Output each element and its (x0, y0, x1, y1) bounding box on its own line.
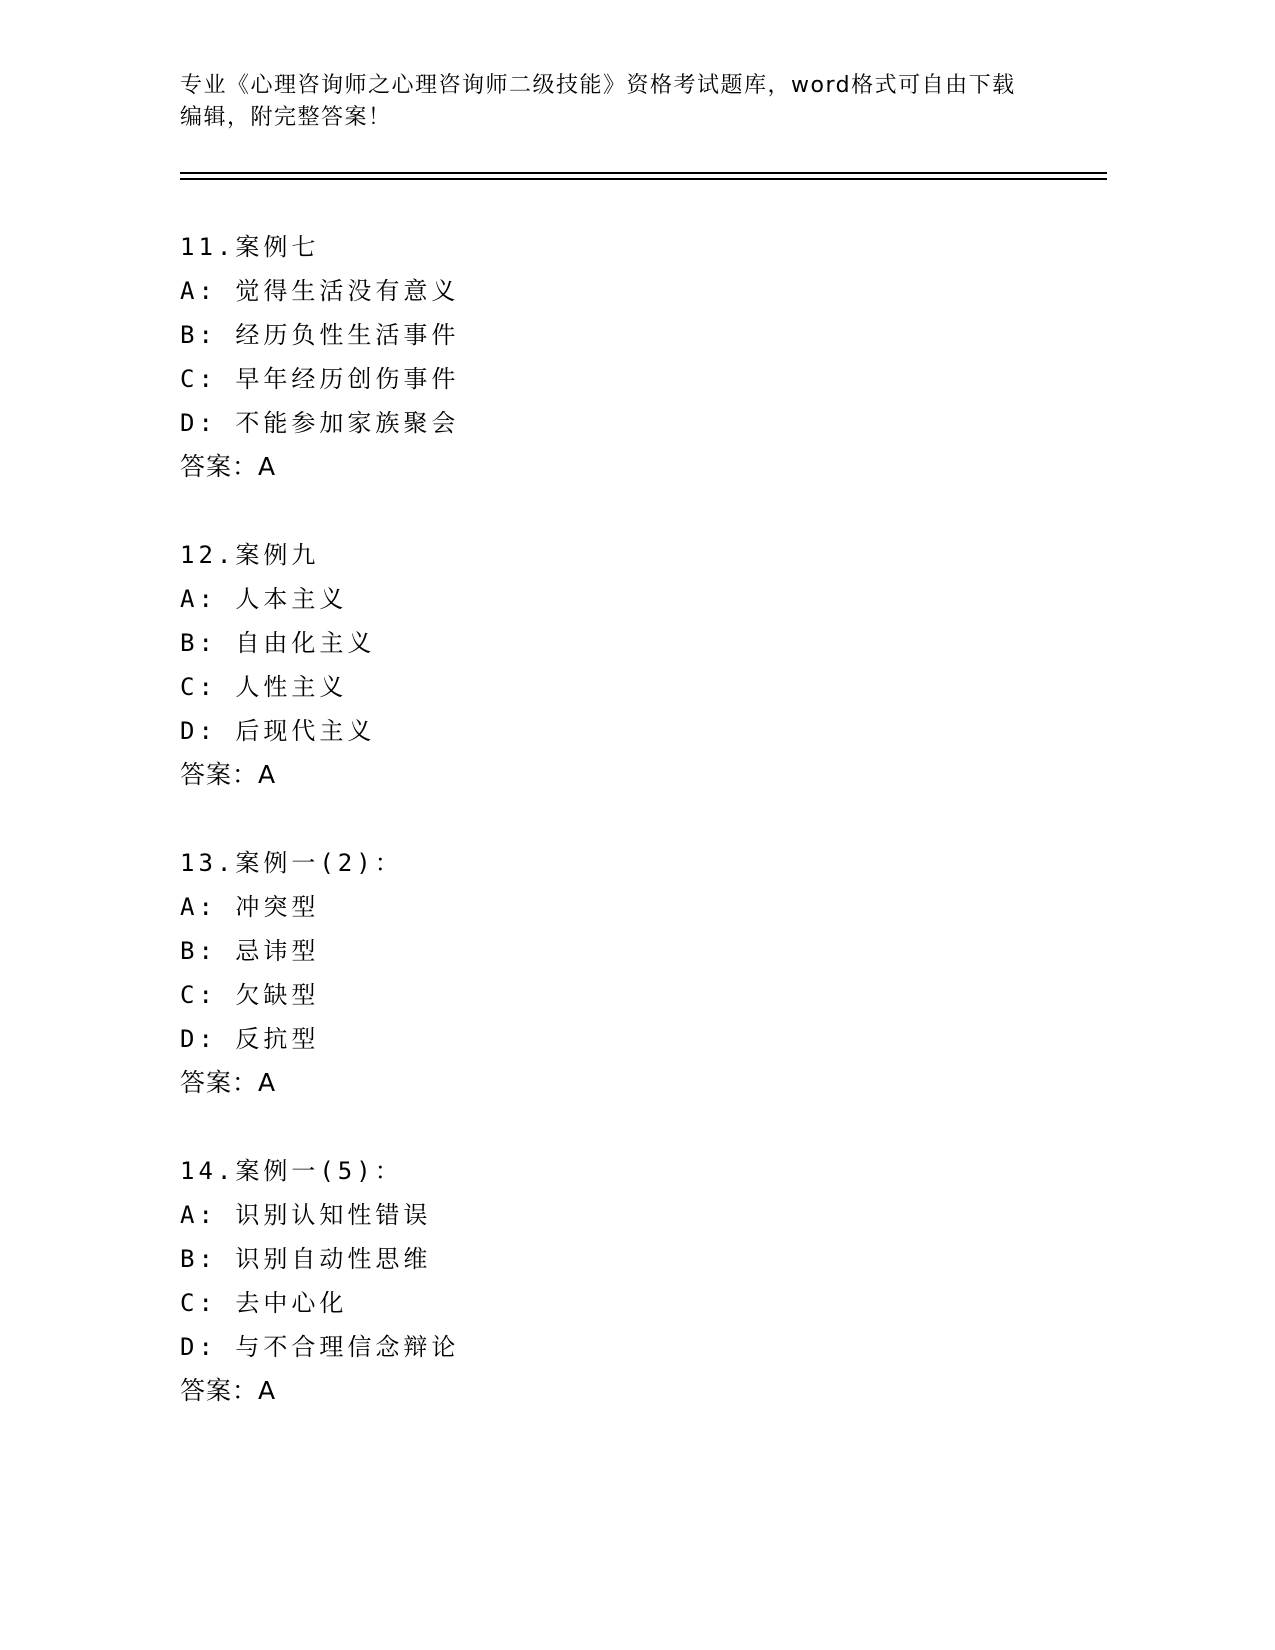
option-d: D: 后现代主义 (180, 717, 376, 745)
option-a: A: 冲突型 (180, 893, 320, 921)
answer: 答案：A (180, 760, 277, 789)
option-c: C: 人性主义 (180, 673, 348, 701)
option-d: D: 不能参加家族聚会 (180, 409, 460, 437)
answer: 答案：A (180, 1376, 277, 1405)
option-a: A: 觉得生活没有意义 (180, 277, 460, 305)
question-list (180, 225, 1080, 1457)
option-c: C: 早年经历创伤事件 (180, 365, 460, 393)
question-title: 11.案例七 (180, 233, 320, 261)
header-line-2: 编辑，附完整答案！ (180, 105, 392, 130)
option-b: B: 经历负性生活事件 (180, 321, 460, 349)
option-b: B: 识别自动性思维 (180, 1245, 432, 1273)
question-item (180, 533, 1080, 797)
option-d: D: 反抗型 (180, 1025, 320, 1053)
question-title: 14.案例一(5)： (180, 1157, 403, 1185)
answer: 答案：A (180, 1068, 277, 1097)
document-header (180, 70, 1060, 134)
question-item (180, 841, 1080, 1105)
header-line-1: 专业《心理咨询师之心理咨询师二级技能》资格考试题库，word格式可自由下载 (180, 73, 1016, 98)
question-item (180, 225, 1080, 489)
question-title: 12.案例九 (180, 541, 320, 569)
option-c: C: 欠缺型 (180, 981, 320, 1009)
option-a: A: 人本主义 (180, 585, 348, 613)
header-divider-top (180, 172, 1107, 174)
question-item (180, 1149, 1080, 1413)
option-b: B: 忌讳型 (180, 937, 320, 965)
option-b: B: 自由化主义 (180, 629, 376, 657)
option-c: C: 去中心化 (180, 1289, 348, 1317)
option-d: D: 与不合理信念辩论 (180, 1333, 460, 1361)
option-a: A: 识别认知性错误 (180, 1201, 432, 1229)
answer: 答案：A (180, 452, 277, 481)
question-title: 13.案例一(2)： (180, 849, 403, 877)
header-divider-bottom (180, 178, 1107, 180)
